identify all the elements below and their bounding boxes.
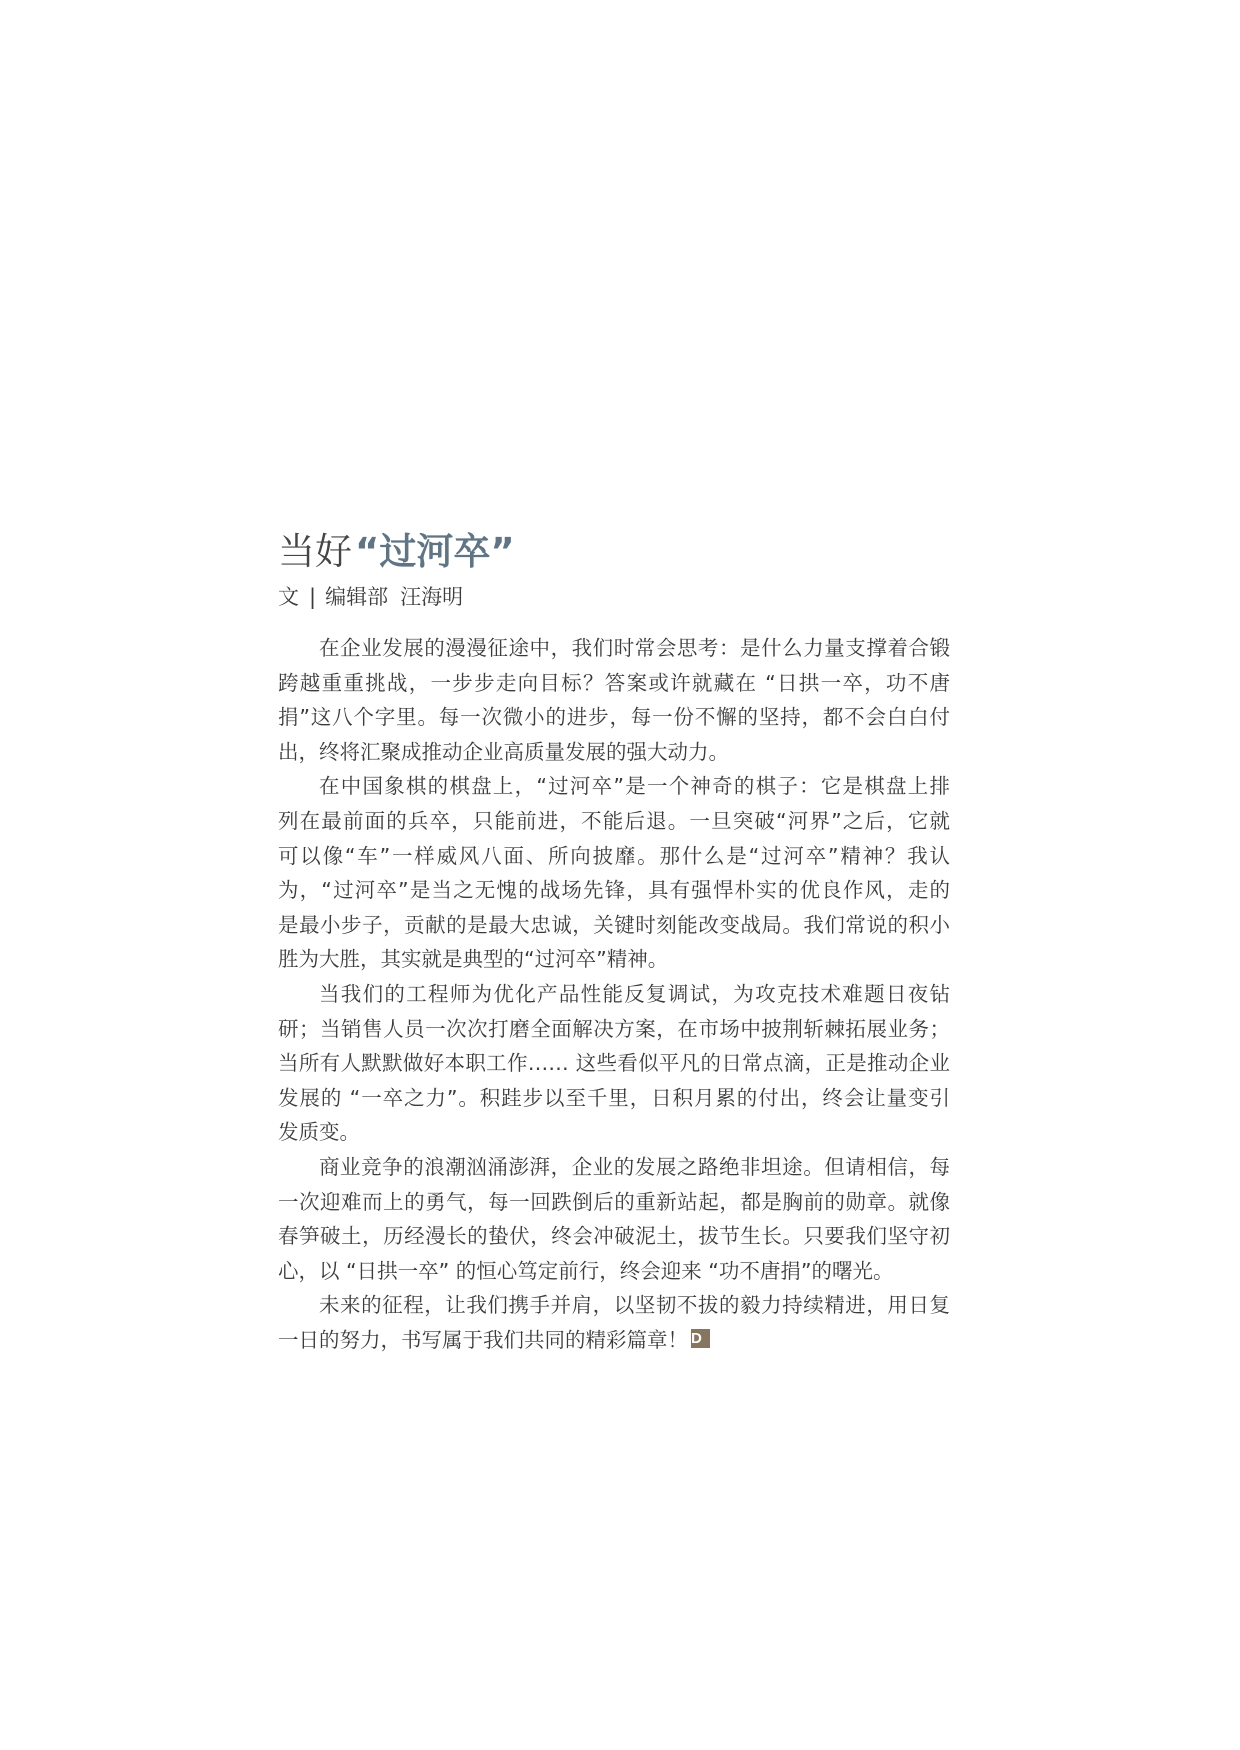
line-text: 胜为大胜，其实就是典型的“过河卒”精神。	[278, 947, 669, 972]
line-text: 一次迎难而上的勇气，每一回跌倒后的重新站起，都是胸前的勋章。就像	[278, 1189, 950, 1214]
line-text: 列在最前面的兵卒，只能前进，不能后退。一旦突破“河界”之后，它就	[278, 808, 950, 833]
line-text: 是最小步子，贡献的是最大忠诚，关键时刻能改变战局。我们常说的积小	[278, 912, 950, 937]
byline-prefix: 文	[278, 585, 299, 609]
article-paragraph-4	[278, 1150, 950, 1288]
article-title	[278, 529, 515, 575]
byline-department: 编辑部	[325, 585, 389, 609]
paragraph-line	[278, 700, 950, 735]
line-text: 春笋破土，历经漫长的蛰伏，终会冲破泥土，拔节生长。只要我们坚守初	[278, 1224, 950, 1249]
line-text: 心，以 “日拱一卒” 的恒心笃定前行，终会迎来 “功不唐捐”的曙光。	[278, 1258, 894, 1283]
line-text: 当所有人默默做好本职工作…… 这些看似平凡的日常点滴，正是推动企业	[278, 1051, 950, 1076]
end-mark-icon: D	[691, 1329, 710, 1348]
paragraph-line	[278, 1150, 950, 1185]
article-paragraph-3	[278, 977, 950, 1150]
line-text: 研；当销售人员一次次打磨全面解决方案，在市场中披荆斩棘拓展业务；	[278, 1016, 950, 1041]
line-text: 一日的努力，书写属于我们共同的精彩篇章！	[278, 1327, 688, 1352]
paragraph-line	[278, 666, 950, 701]
paragraph-line	[278, 873, 950, 908]
paragraph-line	[278, 804, 950, 839]
article-paragraph-2	[278, 769, 950, 977]
line-text: 出，终将汇聚成推动企业高质量发展的强大动力。	[278, 739, 729, 764]
paragraph-line	[278, 1046, 950, 1081]
byline-separator: |	[309, 585, 317, 609]
paragraph-line	[278, 1254, 950, 1289]
article-paragraph-5	[278, 1288, 950, 1357]
byline	[278, 583, 463, 611]
line-text: 发质变。	[278, 1120, 360, 1145]
paragraph-line	[278, 1323, 950, 1358]
line-text: 在中国象棋的棋盘上，“过河卒”是一个神奇的棋子：它是棋盘上排	[319, 774, 950, 799]
line-text: 当我们的工程师为优化产品性能反复调试，为攻克技术难题日夜钻	[319, 981, 950, 1006]
article-paragraph-1	[278, 631, 950, 769]
article-column	[278, 0, 950, 1750]
paragraph-line	[278, 1081, 950, 1116]
paragraph-line	[278, 1185, 950, 1220]
paragraph-line	[278, 1115, 950, 1150]
paragraph-line	[278, 769, 950, 804]
line-text: 未来的征程，让我们携手并肩，以坚韧不拔的毅力持续精进，用日复	[319, 1293, 950, 1318]
paragraph-line	[278, 1288, 950, 1323]
line-text: 捐”这八个字里。每一次微小的进步，每一份不懈的坚持，都不会白白付	[278, 705, 950, 730]
paragraph-line	[278, 631, 950, 666]
line-text: 可以像“车”一样威风八面、所向披靡。那什么是“过河卒”精神？我认	[278, 843, 950, 868]
title-prefix: 当好	[278, 530, 352, 573]
paragraph-line	[278, 735, 950, 770]
line-text: 商业竞争的浪潮汹涌澎湃，企业的发展之路绝非坦途。但请相信，每	[319, 1154, 950, 1179]
line-text: 发展的 “一卒之力”。积跬步以至千里，日积月累的付出，终会让量变引	[278, 1085, 950, 1110]
article-body	[278, 631, 950, 1357]
byline-author: 汪海明	[400, 585, 464, 609]
line-text: 跨越重重挑战，一步步走向目标？答案或许就藏在 “日拱一卒，功不唐	[278, 670, 950, 695]
paragraph-line	[278, 908, 950, 943]
paragraph-line	[278, 977, 950, 1012]
paragraph-line	[278, 1012, 950, 1047]
paragraph-line	[278, 1219, 950, 1254]
line-text: 为，“过河卒”是当之无愧的战场先锋，具有强悍朴实的优良作风，走的	[278, 878, 950, 903]
line-text: 在企业发展的漫漫征途中，我们时常会思考：是什么力量支撑着合锻	[319, 636, 950, 660]
title-highlight: “过河卒”	[355, 530, 515, 573]
paragraph-line	[278, 942, 950, 977]
paragraph-line	[278, 839, 950, 874]
